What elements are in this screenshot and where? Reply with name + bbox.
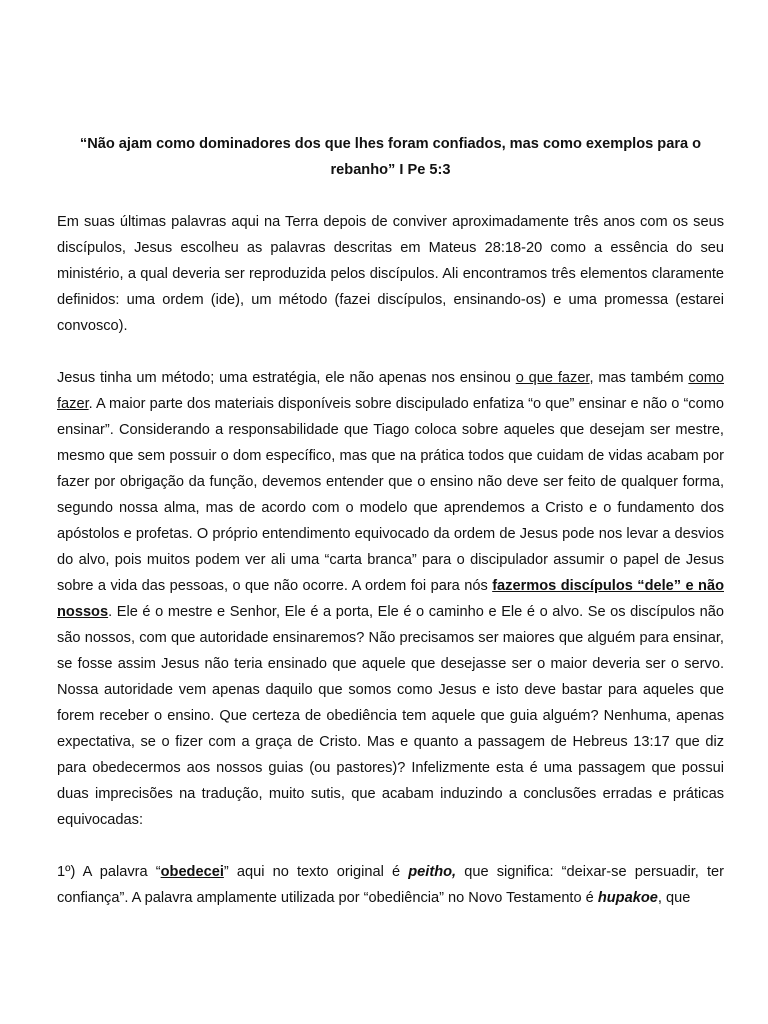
paragraph-3-text-1: 1º) A palavra “: [57, 864, 161, 880]
paragraph-3-text-3: que significa: “deixar-se persuadir, ter confiança”. A palavra amplamente utilizada por “obediência” no Novo Testamento é: [57, 864, 724, 906]
paragraph-2-text-1: Jesus tinha um método; uma estratégia, ele não apenas nos ensinou: [57, 370, 516, 386]
paragraph-3: [57, 859, 724, 911]
underlined-phrase-o-que-fazer: o que fazer: [515, 370, 590, 386]
underlined-phrase-como-fazer: como fazer: [57, 370, 725, 412]
spacer: [57, 833, 724, 859]
title-line-1: “Não ajam como dominadores dos que lhes foram confiados, mas como exemplos para o: [79, 136, 702, 152]
paragraph-3-text-4: , que: [657, 890, 691, 906]
paragraph-2: [57, 365, 724, 833]
spacer: [57, 183, 724, 209]
spacer: [57, 339, 724, 365]
bold-italic-word-hupakoe: hupakoe: [597, 890, 658, 906]
bold-underlined-phrase: fazermos discípulos “dele” e não nossos: [57, 578, 724, 620]
bold-italic-word-peitho: peitho,: [408, 864, 457, 880]
document-title: [57, 131, 724, 183]
document-page: [57, 131, 724, 911]
paragraph-1: Em suas últimas palavras aqui na Terra depois de conviver aproximadamente três anos com os seus discípulos, Jesus escolheu as palavras descritas em Mateus 28:18-20 como a essência do seu ministério, a qual deveria ser reproduzida pelos discípulos. Ali encontramos três elementos claramente definidos: uma ordem (ide), um método (fazei discípulos, ensinando-os) e uma promessa (estarei convosco).: [57, 214, 724, 334]
title-line-2: rebanho” I Pe 5:3: [330, 162, 451, 178]
bold-underlined-word-obedecei: obedecei: [160, 864, 224, 880]
paragraph-2-text-4: . Ele é o mestre e Senhor, Ele é a porta, Ele é o caminho e Ele é o alvo. Se os discípulos não são nossos, com que autoridade ensinaremos? Não precisamos ser maiores que alguém para ensinar, se fosse assim Jesus não teria ensinado que aquele que desejasse ser o maior deveria ser o servo. Nossa autoridade vem apenas daquilo que somos como Jesus e isto deve bastar para aqueles que forem receber o ensino. Que certeza de obediência tem aquele que guia alguém? Nenhuma, apenas expectativa, se o fizer com a graça de Cristo. Mas e quanto a passagem de Hebreus 13:17 que diz para obedecermos aos nossos guias (ou pastores)? Infelizmente esta é uma passagem que possui duas imprecisões na tradução, muito sutis, que acabam induzindo a conclusões erradas e práticas equivocadas:: [57, 604, 724, 828]
paragraph-3-text-2: ” aqui no texto original é: [223, 864, 409, 880]
paragraph-2-text-3: . A maior parte dos materiais disponíveis sobre discipulado enfatiza “o que” ensinar e não o “como ensinar”. Considerando a responsabilidade que Tiago coloca sobre aqueles que desejam ser mestre, mesmo que sem possuir o dom específico, mas que na prática todos que cuidam de vidas acabam por fazer por obrigação da função, devemos entender que o ensino não deve ser feito de qualquer forma, segundo nossa alma, mas de acordo com o modelo que aprendemos a Cristo e o fundamento dos apóstolos e profetas. O próprio entendimento equivocado da ordem de Jesus pode nos levar a desvios do alvo, pois muitos podem ver ali uma “carta branca” para o discipulador assumir o papel de Jesus sobre a vida das pessoas, o que não ocorre. A ordem foi para nós: [57, 396, 724, 594]
paragraph-2-text-2: , mas também: [589, 370, 689, 386]
